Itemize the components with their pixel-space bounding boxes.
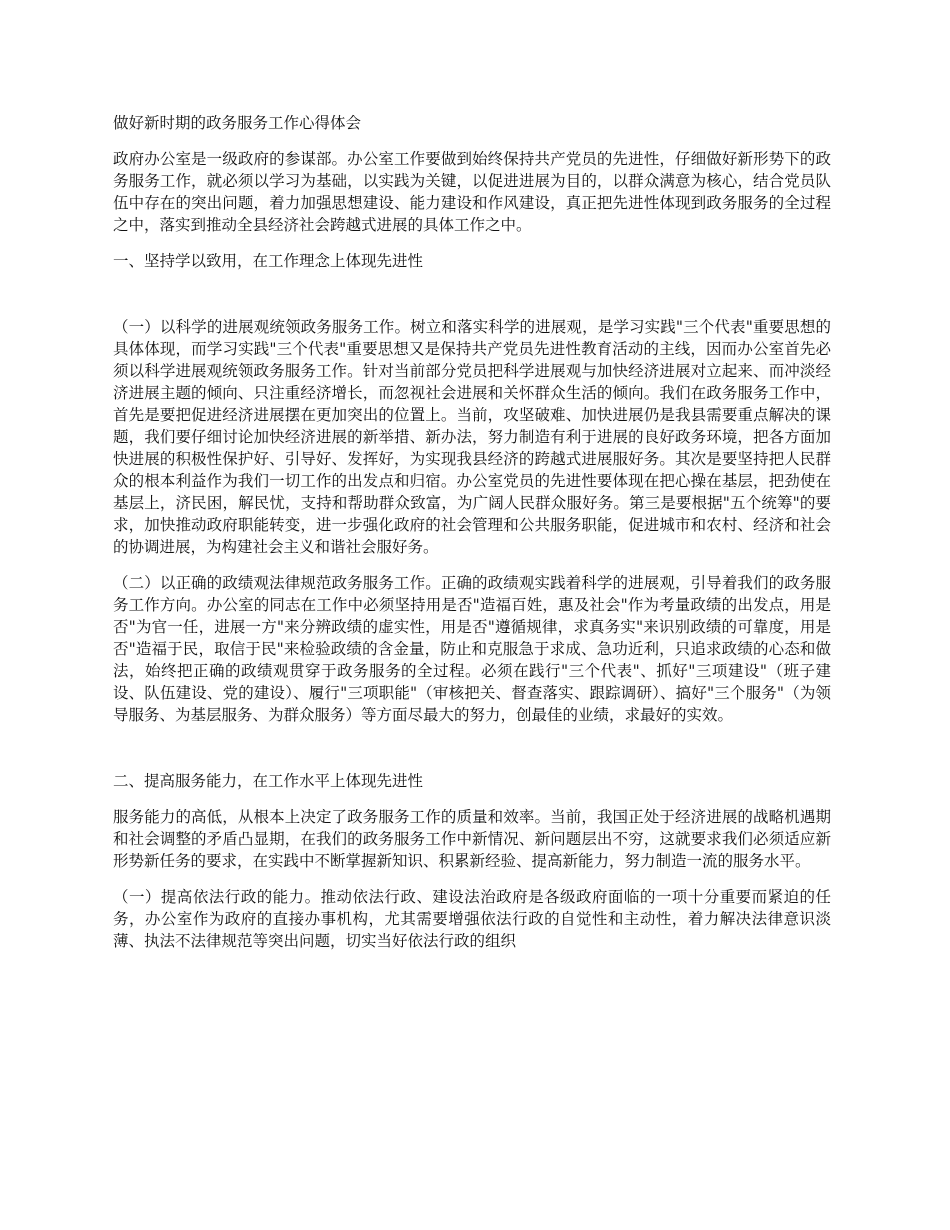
document-title: 做好新时期的政务服务工作心得体会 [113, 114, 362, 132]
section1-paragraph-1: （一）以科学的进展观统领政务服务工作。树立和落实科学的进展观，是学习实践"三个代表"重要思想的具体体现，而学习实践"三个代表"重要思想又是保持共产党员先进性教育活动的主线，因而办公室首先必须以科学进展观统领政务服务工作。针对当前部分党员把科学进展观与加快经济进展对立起来、而冲淡经济进展主题的倾向、只注重经济增长，而忽视社会进展和关怀群众生活的倾向。我们在政务服务工作中，首先是要把促进经济进展摆在更加突出的位置上。当前，攻坚破难、加快进展仍是我县需要重点解决的课题，我们要仔细讨论加快经济进展的新举措、新办法，努力制造有利于进展的良好政务环境，把各方面加快进展的积极性保护好、引导好、发挥好，为实现我县经济的跨越式进展服好务。其次是要坚持把人民群众的根本利益作为我们一切工作的出发点和归宿。办公室党员的先进性要体现在把心操在基层，把劲使在基层上，济民困，解民忧，支持和帮助群众致富，为广阔人民群众服好务。第三是要根据"五个统筹"的要求，加快推动政府职能转变，进一步强化政府的社会管理和公共服务职能，促进城市和农村、经济和社会的协调进展，为构建社会主义和谐社会服好务。 [113, 318, 831, 556]
intro-paragraph: 政府办公室是一级政府的参谋部。办公室工作要做到始终保持共产党员的先进性，仔细做好新形势下的政务服务工作，就必须以学习为基础，以实践为关键，以促进进展为目的，以群众满意为核心，结合党员队伍中存在的突出问题，着力加强思想建设、能力建设和作风建设，真正把先进性体现到政务服务的全过程之中，落实到推动全县经济社会跨越式进展的具体工作之中。 [113, 150, 831, 234]
spacer [113, 286, 831, 316]
document-body [113, 112, 831, 966]
spacer [113, 740, 831, 770]
section1-paragraph-2: （二）以正确的政绩观法律规范政务服务工作。正确的政绩观实践着科学的进展观，引导着我们的政务服务工作方向。办公室的同志在工作中必须坚持用是否"造福百姓，惠及社会"作为考量政绩的出发点，用是否"为官一任，进展一方"来分辨政绩的虚实性，用是否"遵循规律，求真务实"来识别政绩的可靠度，用是否"造福于民，取信于民"来检验政绩的含金量，防止和克服急于求成、急功近利，只追求政绩的心态和做法，始终把正确的政绩观贯穿于政务服务的全过程。必须在践行"三个代表"、抓好"三项建设"（班子建设、队伍建设、党的建设）、履行"三项职能"（审核把关、督查落实、跟踪调研）、搞好"三个服务"（为领导服务、为基层服务、为群众服务）等方面尽最大的努力，创最佳的业绩，求最好的实效。 [113, 574, 831, 724]
section-heading-1: 一、坚持学以致用，在工作理念上体现先进性 [113, 252, 424, 270]
section-heading-2: 二、提高服务能力，在工作水平上体现先进性 [113, 772, 424, 790]
section2-paragraph-1: 服务能力的高低，从根本上决定了政务服务工作的质量和效率。当前，我国正处于经济进展的战略机遇期和社会调整的矛盾凸显期，在我们的政务服务工作中新情况、新问题层出不穷，这就要求我们必须适应新形势新任务的要求，在实践中不断掌握新知识、积累新经验、提高新能力，努力制造一流的服务水平。 [113, 808, 831, 870]
section2-paragraph-2: （一）提高依法行政的能力。推动依法行政、建设法治政府是各级政府面临的一项十分重要而紧迫的任务，办公室作为政府的直接办事机构，尤其需要增强依法行政的自觉性和主动性，着力解决法律意识淡薄、执法不法律规范等突出问题，切实当好依法行政的组织 [113, 888, 831, 950]
